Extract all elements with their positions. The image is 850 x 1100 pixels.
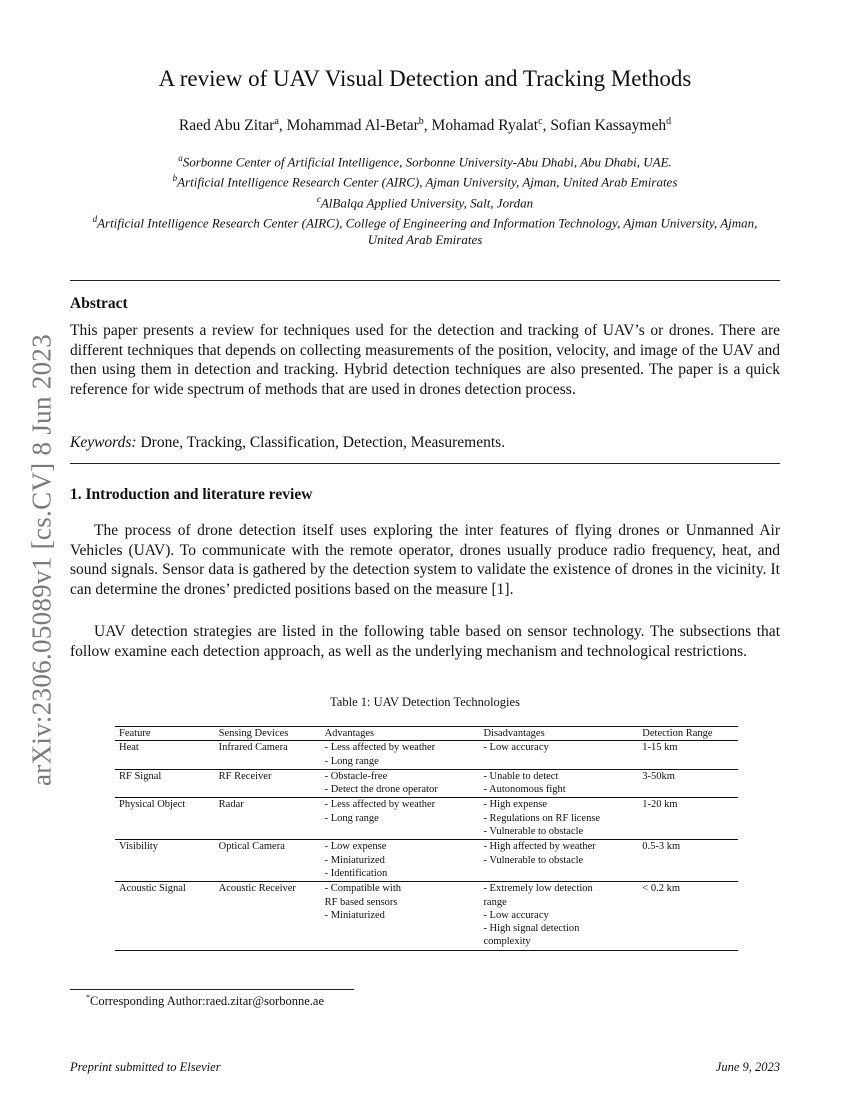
advantage-line: - Compatible with — [324, 883, 401, 895]
advantage-line: - Long range — [324, 812, 379, 824]
cell-feature: Physical Object — [115, 798, 215, 840]
cell-range: 1-15 km — [638, 741, 738, 770]
table-row — [115, 741, 738, 770]
cell-range: 3-50km — [638, 769, 738, 798]
advantage-line: - Obstacle-free — [324, 770, 388, 782]
author-list — [0, 116, 850, 135]
disadvantage-line: - Low accuracy — [483, 909, 549, 921]
disadvantage-line: - High expense — [483, 799, 548, 811]
abstract-heading: Abstract — [70, 295, 128, 312]
author-affil-mark: d — [666, 116, 672, 127]
keywords-line — [70, 433, 780, 453]
affiliation-mark: c — [316, 193, 321, 204]
cell-range: 0.5-3 km — [638, 840, 738, 882]
disadvantage-line: range — [483, 896, 507, 908]
arxiv-side-stamp: arXiv:2306.05089v1 [cs.CV] 8 Jun 2023 — [26, 333, 57, 787]
footnote — [86, 993, 324, 1009]
author-name: Sofian Kassaymeh — [550, 117, 667, 135]
cell-feature: Acoustic Signal — [115, 882, 215, 950]
advantage-line: - Identification — [324, 867, 388, 879]
author-separator: , — [278, 117, 287, 135]
col-header: Detection Range — [638, 727, 738, 741]
affiliation-line — [90, 170, 760, 190]
author-name: Mohamad Ryalat — [431, 117, 539, 135]
affiliation-mark: d — [92, 213, 98, 224]
table-row — [115, 840, 738, 882]
advantage-line: - Detect the drone operator — [324, 784, 438, 796]
footer-date: June 9, 2023 — [715, 1060, 780, 1074]
cell-device: Acoustic Receiver — [215, 882, 321, 950]
advantage-line: RF based sensors — [324, 896, 398, 908]
affiliation-line — [90, 150, 760, 170]
cell-device: Optical Camera — [215, 840, 321, 882]
advantage-line: - Low expense — [324, 841, 387, 853]
affiliation-line — [90, 191, 760, 211]
author-affil-mark: a — [274, 116, 279, 127]
author-affil-mark: b — [418, 116, 424, 127]
abstract-top-rule — [70, 280, 780, 281]
table-row — [115, 769, 738, 798]
cell-disadvantages — [479, 882, 638, 950]
cell-range: 1-20 km — [638, 798, 738, 840]
disadvantage-line: - Regulations on RF license — [483, 812, 601, 824]
table-caption: Table 1: UAV Detection Technologies — [330, 695, 520, 709]
keywords-text: Drone, Tracking, Classification, Detection, Measurements. — [140, 434, 506, 451]
cell-disadvantages — [479, 769, 638, 798]
advantage-line: - Long range — [324, 755, 379, 767]
cell-device: Infrared Camera — [215, 741, 321, 770]
col-header: Feature — [115, 727, 215, 741]
intro-paragraph-2: UAV detection strategies are listed in the following table based on sensor technology. The subsections that follow examine each detection approach, as well as the underlying mechanism and technological restrictions. — [70, 623, 780, 660]
abstract-text: This paper presents a review for techniques used for the detection and tracking of UAV’s or drones. There are different techniques that depends on collecting measurements of the position, velocity, and image of the UAV and then using them in detection and tracking. Hybrid detection techniques are also presented. The paper is a quick reference for wide spectrum of methods that are used in drones detection process. — [70, 322, 780, 398]
affiliation-text: Artificial Intelligence Research Center (AIRC), Ajman University, Ajman, United Arab Emirates — [177, 174, 678, 190]
cell-disadvantages — [479, 840, 638, 882]
disadvantage-line: - Autonomous fight — [483, 784, 566, 796]
author-separator: , — [542, 117, 551, 135]
cell-device: RF Receiver — [215, 769, 321, 798]
advantage-line: - Less affected by weather — [324, 799, 436, 811]
table-row — [115, 798, 738, 840]
advantage-line: - Miniaturized — [324, 854, 385, 866]
affiliation-mark: a — [178, 153, 183, 163]
footer-left: Preprint submitted to Elsevier — [70, 1060, 221, 1074]
disadvantage-line: - Vulnerable to obstacle — [483, 854, 584, 866]
affiliation-line — [90, 211, 760, 248]
affiliation-text: Artificial Intelligence Research Center (AIRC), College of Engineering and Information Technology, Ajman University, Ajman, United Arab Emirates — [97, 215, 758, 248]
disadvantage-line: complexity — [483, 936, 531, 948]
table-header-row — [115, 727, 738, 741]
paper-title: A review of UAV Visual Detection and Tracking Methods — [158, 66, 692, 91]
col-header: Sensing Devices — [215, 727, 321, 741]
detection-table — [115, 726, 738, 951]
footnote-mark: * — [86, 993, 90, 1002]
cell-device: Radar — [215, 798, 321, 840]
cell-range: < 0.2 km — [638, 882, 738, 950]
disadvantage-line: - High signal detection — [483, 923, 580, 935]
cell-advantages — [321, 741, 480, 770]
advantage-line: - Less affected by weather — [324, 742, 436, 754]
advantage-line: - Miniaturized — [324, 909, 385, 921]
col-header: Disadvantages — [479, 727, 638, 741]
keywords-label: Keywords: — [70, 434, 137, 451]
author-affil-mark: c — [538, 116, 543, 127]
cell-advantages — [321, 769, 480, 798]
affiliation-text: Sorbonne Center of Artificial Intelligence, Sorbonne University-Abu Dhabi, Abu Dhabi, UAE. — [182, 154, 672, 170]
section-heading: 1. Introduction and literature review — [70, 486, 313, 503]
disadvantage-line: - Vulnerable to obstacle — [483, 826, 584, 838]
footnote-rule — [70, 989, 354, 990]
cell-disadvantages — [479, 741, 638, 770]
cell-advantages — [321, 840, 480, 882]
author-separator: , — [423, 117, 432, 135]
intro-paragraph-1: The process of drone detection itself uses exploring the inter features of flying drones or Unmanned Air Vehicles (UAV). To communicate with the remote operator, drones usually produce radio frequency, heat, and sound signals. Sensor data is gathered by the detection system to validate the existence of drones in the vicinity. It can determine the drones’ predicted positions based on the measure [1]. — [70, 522, 780, 598]
col-header: Advantages — [321, 727, 480, 741]
affiliation-text: AlBalqa Applied University, Salt, Jordan — [320, 194, 534, 210]
cell-disadvantages — [479, 798, 638, 840]
disadvantage-line: - Extremely low detection — [483, 883, 593, 895]
cell-advantages — [321, 882, 480, 950]
table-row — [115, 882, 738, 950]
cell-feature: Visibility — [115, 840, 215, 882]
disadvantage-line: - Unable to detect — [483, 770, 559, 782]
disadvantage-line: - Low accuracy — [483, 742, 549, 754]
cell-feature: RF Signal — [115, 769, 215, 798]
abstract-bottom-rule — [70, 463, 780, 464]
footnote-text: Corresponding Author:raed.zitar@sorbonne.ae — [90, 994, 325, 1009]
author-name: Mohammad Al-Betar — [286, 117, 419, 135]
cell-advantages — [321, 798, 480, 840]
author-name: Raed Abu Zitar — [178, 117, 275, 135]
affiliation-list — [90, 150, 760, 248]
cell-feature: Heat — [115, 741, 215, 770]
disadvantage-line: - High affected by weather — [483, 841, 596, 853]
affiliation-mark: b — [172, 173, 178, 184]
